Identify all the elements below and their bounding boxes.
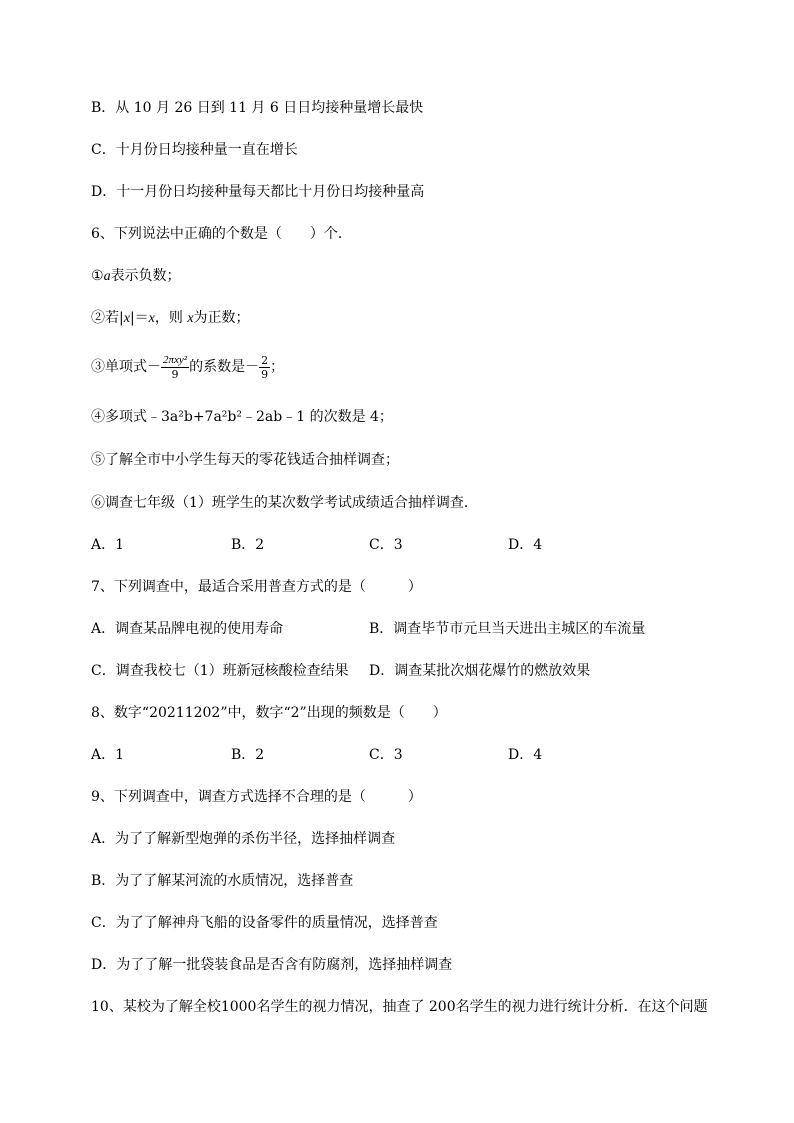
q7-option-c: C．调查我校七（1）班新冠核酸检查结果: [91, 663, 349, 679]
q7-option-b: B．调查毕节市元旦当天进出主城区的车流量: [369, 621, 646, 637]
q8-option-b: B．2: [231, 747, 265, 763]
q6-statement-4: ④多项式﹣3a²b+7a²b²﹣2ab﹣1 的次数是 4；: [91, 409, 393, 425]
q6-s3-fraction-2: [259, 354, 270, 381]
q8-option-a: A．1: [91, 747, 125, 763]
q5-option-c: C．十月份日均接种量一直在增长: [91, 142, 298, 158]
q9-stem: 9、下列调查中，调查方式选择不合理的是（ ）: [91, 789, 422, 805]
q6-option-d: D．4: [508, 537, 543, 553]
q6-statement-1: [91, 267, 181, 286]
q6-s3-frac-den: 9: [171, 367, 179, 381]
q6-s3-frac2-num: 2: [261, 353, 269, 367]
q6-s1-var: a: [103, 269, 111, 284]
q6-stem: 6、下列说法中正确的个数是（ ）个．: [91, 226, 352, 242]
q7-option-d: D．调查某批次烟花爆竹的燃放效果: [369, 663, 591, 679]
q6-s1-prefix: ①: [91, 268, 104, 284]
q9-option-b: B．为了了解某河流的水质情况，选择普查: [91, 873, 354, 889]
q6-s3-fraction: [161, 354, 189, 381]
q6-s2-mid: |＝: [129, 310, 149, 326]
q6-s2-mid2: ，则: [154, 310, 188, 326]
q6-option-b: B．2: [231, 537, 265, 553]
q6-statement-3: [91, 350, 284, 384]
q6-s3-prefix: ③单项式－: [91, 359, 161, 375]
q5-option-d: D．十一月份日均接种量每天都比十月份日均接种量高: [91, 184, 425, 200]
q6-s2-var1: x: [123, 311, 130, 326]
q7-option-a: A．调查某品牌电视的使用寿命: [91, 621, 284, 637]
q8-option-d: D．4: [508, 747, 543, 763]
q6-option-c: C．3: [369, 537, 403, 553]
q6-option-a: A．1: [91, 537, 125, 553]
q8-stem: 8、数字“20211202”中，数字“2”出现的频数是（ ）: [91, 705, 447, 721]
q6-s1-suffix: 表示负数；: [110, 268, 181, 284]
q6-s2-suffix: 为正数；: [193, 310, 250, 326]
q6-s2-var2: x: [148, 311, 155, 326]
q8-option-c: C．3: [369, 747, 403, 763]
q6-s3-mid: 的系数是－: [189, 359, 260, 375]
q6-s2-var3: x: [187, 311, 194, 326]
q7-stem: 7、下列调查中，最适合采用普查方式的是（ ）: [91, 579, 422, 595]
q9-option-c: C．为了了解神舟飞船的设备零件的质量情况，选择普查: [91, 915, 438, 931]
q6-statement-2: [91, 309, 250, 328]
q6-s3-suffix: ；: [270, 359, 285, 375]
q6-statement-5: ⑤了解全市中小学生每天的零花钱适合抽样调查；: [91, 452, 399, 468]
q6-statement-6: ⑥调查七年级（1）班学生的某次数学考试成绩适合抽样调查．: [91, 495, 478, 511]
q6-s3-frac-num: 2πxy²: [163, 353, 188, 366]
q9-option-a: A．为了了解新型炮弹的杀伤半径，选择抽样调查: [91, 831, 396, 847]
q6-s3-frac2-den: 9: [261, 367, 269, 381]
q5-option-b: B．从 10 月 26 日到 11 月 6 日日均接种量增长最快: [91, 100, 424, 116]
q9-option-d: D．为了了解一批袋装食品是否含有防腐剂，选择抽样调查: [91, 957, 453, 973]
q10-stem: 10、某校为了解全校1000名学生的视力情况，抽查了 200名学生的视力进行统计分析．在这个问题: [91, 999, 708, 1015]
q6-s2-prefix: ②若|: [91, 310, 124, 326]
